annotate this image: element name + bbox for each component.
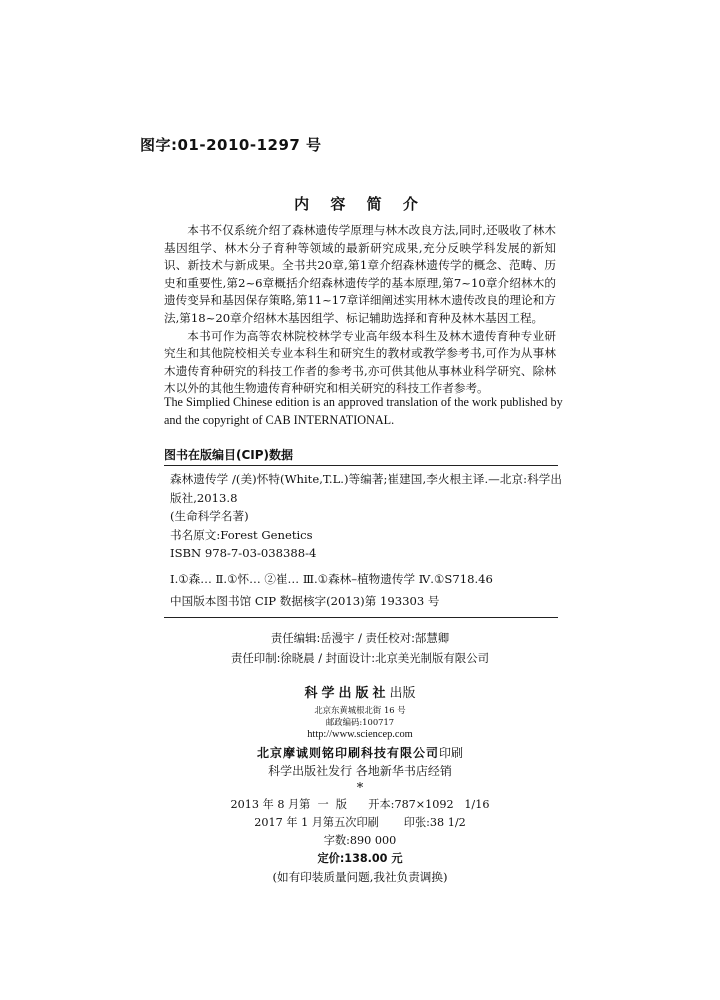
publisher-name-suffix: 出版 (389, 686, 416, 701)
publisher-postcode: 邮政编码:100717 (325, 717, 395, 727)
copyright-registration-number: 图字:01-2010-1297 号 (140, 136, 322, 154)
publisher-website: http://www.sciencep.com (307, 729, 413, 740)
separator-asterisk: * (356, 781, 364, 796)
credits-production: 责任印制:徐晓晨 / 封面设计:北京美光制版有限公司 (231, 651, 489, 665)
cip-cataloging-entry: 森林遗传学 /(美)怀特(White,T.L.)等编著;崔建国,李火根主译.—北京:科学出版社,2013.8 (170, 472, 562, 505)
cip-series: (生命科学名著) (170, 509, 249, 523)
cip-original-title: 书名原文:Forest Genetics (170, 527, 313, 542)
publisher-name (0, 684, 720, 704)
cip-classification: Ⅰ.①森… Ⅱ.①怀… ②崔… Ⅲ.①森林–植物遗传学 Ⅳ.①S718.46 (170, 571, 493, 586)
content-summary (164, 222, 556, 398)
cip-library-record: 中国版本图书馆 CIP 数据核字(2013)第 193303 号 (170, 594, 440, 608)
printer-line (0, 744, 720, 762)
cip-heading: 图书在版编目(CIP)数据 (164, 448, 294, 462)
summary-paragraph: 本书可作为高等农林院校林学专业高年级本科生及林木遗传育种专业研究生和其他院校相关专业本科生和研究生的教材或教学参考书,可作为从事林木遗传育种研究的科技工作者的参考书,亦可供其他从事林业科学研究、除林木以外的其他生物遗传育种研究和相关研究的科技工作者参考。 (164, 328, 556, 396)
printer-name: 北京摩诚则铭印刷科技有限公司 (256, 746, 439, 760)
quality-note: (如有印装质量问题,我社负责调换) (272, 870, 448, 884)
edition-line: 2013 年 8 月第 一 版 开本:787×1092 1/16 (230, 798, 490, 811)
publisher-block (0, 684, 720, 796)
cip-top-rule (164, 465, 558, 466)
cip-isbn: ISBN 978-7-03-038388-4 (170, 546, 317, 560)
printer-suffix: 印刷 (439, 746, 464, 760)
translation-notice (164, 394, 564, 429)
distribution-line: 科学出版社发行 各地新华书店经销 (268, 764, 452, 778)
word-count: 字数:890 000 (323, 834, 397, 847)
summary-heading: 内 容 简 介 (294, 195, 426, 213)
credits-editors: 责任编辑:岳漫宇 / 责任校对:郜慧卿 (270, 631, 450, 645)
cip-bottom-rule (164, 617, 558, 618)
summary-paragraph: 本书不仅系统介绍了森林遗传学原理与林木改良方法,同时,还吸收了林木基因组学、林木分子育种等领域的最新研究成果,充分反映学科发展的新知识、新技术与新成果。全书共20章,第1章介绍森林遗传学的概念、范畴、历史和重要性,第2~6章概括介绍森林遗传学的基本原理,第7~10章介绍林木的遗传变异和基因保存策略,第11~17章详细阐述实用林木遗传改良的理论和方法,第18~20章介绍林木基因组学、标记辅助选择和育种及林木基因工程。 (164, 223, 556, 325)
cip-data-block (170, 470, 562, 611)
publisher-address: 北京东黄城根北街 16 号 (314, 705, 406, 715)
price: 定价:138.00 元 (317, 852, 403, 865)
translation-notice-text: The Simplied Chinese edition is an approved translation of the work published by and the copyright of CAB INTERNATIONAL. (164, 395, 563, 427)
edition-info (0, 796, 720, 886)
printing-line: 2017 年 1 月第五次印刷 印张:38 1/2 (254, 816, 466, 829)
editorial-credits (0, 628, 720, 668)
publisher-name-text: 科学出版社 (304, 686, 390, 701)
